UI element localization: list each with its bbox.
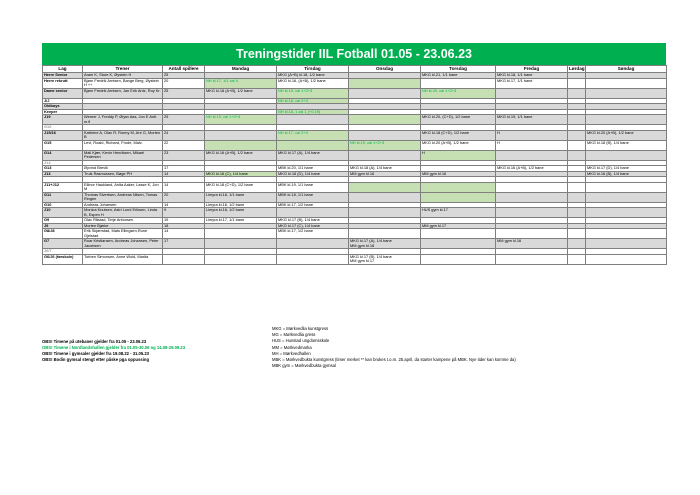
table-cell — [568, 229, 586, 239]
table-cell: Limyra kl.16, 1/2 bane — [205, 202, 277, 208]
table-cell: MM gym kl.16 — [349, 171, 421, 177]
table-cell: 25 — [163, 73, 205, 79]
table-cell — [568, 78, 586, 88]
table-cell: MKG kl.17, 1/1 bane — [496, 78, 568, 88]
team-cell: J/J — [43, 98, 83, 104]
team-cell: J19 — [43, 115, 83, 125]
table-cell — [586, 239, 667, 249]
legend-line: MG = Mørkvedlia gress — [272, 332, 316, 338]
table-cell — [205, 130, 277, 140]
table-cell: MKG kl.18 (C+D), 1/2 bane — [205, 182, 277, 192]
table-cell: MKG kl.18 (C+D), 1/2 bane — [421, 130, 496, 140]
table-cell: MKG kl.16 (B), 1/4 bane — [586, 171, 667, 177]
table-cell: MKG kl.17 (D), 1/4 bane — [586, 166, 667, 172]
schedule-table — [42, 65, 667, 265]
team-cell: J6/7 — [43, 249, 83, 255]
table-cell: 14 — [163, 202, 205, 208]
table-cell: 9 — [163, 208, 205, 218]
table-row — [43, 229, 667, 239]
table-cell: MM gym kl.16 — [421, 171, 496, 177]
table-cell — [349, 78, 421, 88]
table-cell: MKG kl.16 (A+B), 1/2 bane — [496, 166, 568, 172]
team-cell: G8/J8 — [43, 229, 83, 239]
table-cell — [586, 229, 667, 239]
notes-block — [42, 339, 185, 363]
table-cell: Ellinor Haukland, Anita Aaker, Lasse K, Jon M — [83, 182, 163, 192]
table-cell: MKG kl.21, 1/1 bane — [421, 73, 496, 79]
table-cell: MBK kl.17, 1/2 bane — [277, 202, 349, 208]
table-row — [43, 182, 667, 192]
table-cell: Morten Bjørke — [83, 223, 163, 229]
table-cell: 24 — [163, 130, 205, 140]
table-cell — [568, 88, 586, 98]
table-cell: 18 — [163, 223, 205, 229]
team-cell: G7 — [43, 239, 83, 249]
table-cell: MBK kl.19, 1/1 bane — [277, 182, 349, 192]
table-cell — [496, 192, 568, 202]
table-cell: Limyra kl.16, 1/2 bane — [205, 208, 277, 218]
team-cell: G16 — [43, 125, 83, 131]
team-cell: G10 — [43, 202, 83, 208]
table-cell — [496, 254, 568, 264]
table-cell — [277, 115, 349, 125]
table-cell: HUS gym kl.17 — [421, 208, 496, 218]
table-cell — [421, 192, 496, 202]
column-header: Onsdag — [349, 66, 421, 73]
table-cell: MKG kl.17 (C), 1/4 bane — [277, 223, 349, 229]
table-cell: MKG kl.16 (A+B), 1/2 bane — [205, 150, 277, 160]
team-cell: G6/J6 (førskole) — [43, 254, 83, 264]
column-header: Trener — [83, 66, 163, 73]
table-cell — [421, 239, 496, 249]
table-cell: MKG kl.18 (D), 1/4 bane — [277, 171, 349, 177]
table-cell — [277, 208, 349, 218]
table-cell: MKG kl.18 (A), 1/4 bane — [349, 166, 421, 172]
table-row — [43, 78, 667, 88]
team-cell: J15/16 — [43, 130, 83, 140]
team-cell: Oldboys — [43, 104, 83, 110]
table-cell: NH kl.20, cal 1+2+3 — [421, 88, 496, 98]
table-row — [43, 192, 667, 202]
table-cell: 22 — [163, 140, 205, 150]
table-cell: MBK kl.20, 1/1 bane — [277, 166, 349, 172]
table-cell — [586, 208, 667, 218]
legend-line: MM = Mørkvedmarka — [272, 344, 312, 350]
table-cell: MKG kl.17 (A), 1/4 bane — [277, 150, 349, 160]
note-line: OBS! Timene i gymsaler gjelder fra 19.08.22 - 31.05.23 — [42, 351, 149, 356]
table-cell — [349, 182, 421, 192]
table-row — [43, 140, 667, 150]
legend-line: MKG = Mørkvedlia kunstgress — [272, 326, 329, 331]
table-row — [43, 239, 667, 249]
team-cell: G15 — [43, 140, 83, 150]
team-cell: J11+J12 — [43, 182, 83, 192]
table-cell: Øyvind Brevik — [83, 166, 163, 172]
table-cell: NH kl.19, cal 1+2+3 — [277, 88, 349, 98]
table-cell — [568, 115, 586, 125]
table-cell — [496, 208, 568, 218]
table-cell — [349, 115, 421, 125]
team-cell: G11 — [43, 192, 83, 202]
table-cell: Werner J, Freddy P, Ørjan Aas, Jon E Antl. m.fl — [83, 115, 163, 125]
team-cell: G13 — [43, 166, 83, 172]
table-cell — [568, 254, 586, 264]
table-cell: 14 — [163, 229, 205, 239]
table-row — [43, 115, 667, 125]
table-cell: MKG kl.18, 1/1 bane — [496, 73, 568, 79]
table-cell — [586, 254, 667, 264]
table-cell — [277, 140, 349, 150]
table-row — [43, 208, 667, 218]
table-cell: Thomas Sivertsen, Andreas Nilsen, Tomas Ringen — [83, 192, 163, 202]
table-cell: NH kl.17, 1/1 cal 4 — [205, 78, 277, 88]
table-cell — [349, 208, 421, 218]
table-cell — [421, 229, 496, 239]
table-cell: Monica Knutsen, Astri Lund Eriksen, Linda B, Espen H — [83, 208, 163, 218]
table-cell: MKG (A+B) kl.18, 1/2 bane — [277, 73, 349, 79]
table-cell: Erik Skjærstad, Mats Ellingsen,Rune Gjelstad — [83, 229, 163, 239]
legend-block — [272, 326, 516, 369]
table-cell: MKG kl.17 (A), 1/4 bane MM gym kl.18 — [349, 239, 421, 249]
table-cell — [586, 115, 667, 125]
table-cell: NH kl.18, 1 cal 1 (+0.19) — [277, 109, 349, 115]
table-cell: 19 — [163, 218, 205, 224]
team-cell: Herre Senior — [43, 73, 83, 79]
team-cell: Keeper — [43, 109, 83, 115]
table-cell — [568, 208, 586, 218]
table-cell — [496, 88, 568, 98]
table-cell: MBK kl.18, 1/1 bane — [277, 192, 349, 202]
table-row — [43, 254, 667, 264]
column-header: Torsdag — [421, 66, 496, 73]
table-cell: 20 — [163, 78, 205, 88]
table-cell: 29 — [163, 115, 205, 125]
table-row — [43, 130, 667, 140]
table-cell — [496, 229, 568, 239]
table-cell — [349, 88, 421, 98]
table-cell — [496, 182, 568, 192]
table-cell: MKG kl.19, 1/1 bane — [496, 115, 568, 125]
table-cell — [349, 150, 421, 160]
legend-line: MBK = Mørkvedbukta kunstgress (timer merket ** kan brukes t.o.m. 25.april, da starter kampene på MBK. Nye tider kan komme da) — [272, 357, 516, 363]
table-cell: MBK kl.17, 1/2 bane — [277, 229, 349, 239]
table-cell: Torben Simonsen, Anne Wold, Marita — [83, 254, 163, 264]
table-cell: Mali Kjær, Kevin Henriksen, Mikael Pedersen — [83, 150, 163, 160]
note-line: OBS! Timene på utebaner gjelder fra 01.05 - 23.06.23 — [42, 339, 147, 344]
table-cell: Limyra kl.18, 1/1 bane — [205, 192, 277, 202]
table-cell: Bjørn Fredrik Arntsen, Jan Erik Antz, Roy Kr. — [83, 88, 163, 98]
team-cell: G9 — [43, 218, 83, 224]
table-cell: MKG kl.20 (A+B), 1/2 bane — [586, 130, 667, 140]
table-cell: NH kl.18, cal 2+3 — [277, 98, 349, 104]
table-cell: Kathrine A, Olav R, Ronny M, Are G, Morten B — [83, 130, 163, 140]
team-cell: J13 — [43, 171, 83, 177]
column-header: Antall spillere — [163, 66, 205, 73]
table-cell — [421, 78, 496, 88]
table-cell: 14 — [163, 171, 205, 177]
team-cell: Dame senior — [43, 88, 83, 98]
team-cell: G14 — [43, 150, 83, 160]
table-cell: MKG kl.17 (B), 1/4 bane MM gym kl.17 — [349, 254, 421, 264]
table-cell — [349, 192, 421, 202]
column-header: Fredag — [496, 66, 568, 73]
table-cell: 17 — [163, 166, 205, 172]
column-header: Lørdag — [569, 66, 585, 71]
table-cell: 23 — [163, 150, 205, 160]
table-cell: Bjørn Fredrik Arntsen, Bange Berg, Øystein H ++ — [83, 78, 163, 88]
table-cell: 17 — [163, 239, 205, 249]
table-header-row — [43, 66, 667, 73]
table-cell — [421, 182, 496, 192]
note-line: OBS! Timene i Nordlandshallen gjelder fra 01.05-30.06 og 14.08-29.09.23 — [42, 345, 186, 350]
table-cell: MM gym kl.17 — [421, 223, 496, 229]
legend-line: MH = Mørkvedhallen — [272, 350, 311, 356]
table-cell: NH kl.17, cal 2+3 — [277, 130, 349, 140]
table-cell — [586, 192, 667, 202]
table-cell: MKG kl.16, (A+B), 1/2 bane — [277, 78, 349, 88]
table-cell: Aram K, Sture K, Øystein H — [83, 73, 163, 79]
table-cell — [586, 182, 667, 192]
table-cell: Olav Råstad, Terje Antonsen — [83, 218, 163, 224]
table-cell: MKG kl.18 (B), 1/4 bane — [586, 140, 667, 150]
table-cell: 20 — [163, 192, 205, 202]
table-cell — [205, 254, 277, 264]
table-cell: Andreas Johansen — [83, 202, 163, 208]
team-cell: J10 — [43, 208, 83, 218]
table-cell: MKG kl.20, (C+D), 1/2 bane — [421, 115, 496, 125]
table-cell: Limyra kl.17, 1/1 bane — [205, 218, 277, 224]
table-cell: NH kl.19, cal 1+2+3 — [349, 140, 421, 150]
table-cell — [568, 239, 586, 249]
table-cell — [277, 239, 349, 249]
page-title: Treningstider IIL Fotball 01.05 - 23.06.23 — [42, 43, 666, 65]
column-header: Søndag — [586, 66, 667, 73]
table-cell: MKG kl.20 (A+B), 1/2 bane — [421, 140, 496, 150]
column-header: Lag — [43, 66, 83, 73]
table-cell: Truls Rasmussen, Bøge PH — [83, 171, 163, 177]
table-cell — [568, 150, 586, 160]
table-cell: NH kl.19, cal 1+2+3 — [205, 115, 277, 125]
column-header: Tirsdag — [277, 66, 349, 73]
table-cell — [568, 182, 586, 192]
note-line: OBS! Bodin gymsal stengt etter påske pga oppussing — [42, 357, 150, 362]
table-cell: MKG kl.17 (B), 1/4 bane — [277, 218, 349, 224]
table-cell — [586, 88, 667, 98]
table-cell — [421, 254, 496, 264]
column-header: Mandag — [205, 66, 277, 73]
table-cell — [277, 254, 349, 264]
table-cell — [568, 140, 586, 150]
table-cell — [163, 254, 205, 264]
table-cell — [349, 130, 421, 140]
table-cell — [205, 239, 277, 249]
table-cell — [586, 150, 667, 160]
table-row — [43, 88, 667, 98]
table-cell — [349, 229, 421, 239]
table-cell — [205, 229, 277, 239]
legend-line: HUS = Hunstad ungdomsskole — [272, 338, 330, 344]
team-cell: Herre rekrutt — [43, 78, 83, 88]
table-cell — [496, 150, 568, 160]
team-cell: J9 — [43, 223, 83, 229]
table-cell: 14 — [163, 182, 205, 192]
table-cell — [568, 192, 586, 202]
table-cell: 25 — [163, 88, 205, 98]
table-cell: H — [421, 150, 496, 160]
table-cell: Roar Kristiansen, Andreas Johansen, Peter Jacobsen — [83, 239, 163, 249]
team-cell: J14 — [43, 160, 83, 166]
table-cell: Levi, Roald, Richard, Frode, Malv. — [83, 140, 163, 150]
table-cell — [568, 130, 586, 140]
table-cell: MKG kl.16 (C), 1/4 bane — [205, 171, 277, 177]
legend-line: MBK gym = Mørkvedbukta gymsal — [272, 363, 336, 369]
table-row — [43, 150, 667, 160]
table-cell: MKG kl.18 (A+B), 1/2 bane — [205, 88, 277, 98]
table-cell: H — [496, 140, 568, 150]
table-cell — [586, 78, 667, 88]
table-cell: MM gym kl.16 — [496, 239, 568, 249]
table-cell — [205, 140, 277, 150]
table-cell: H — [496, 130, 568, 140]
